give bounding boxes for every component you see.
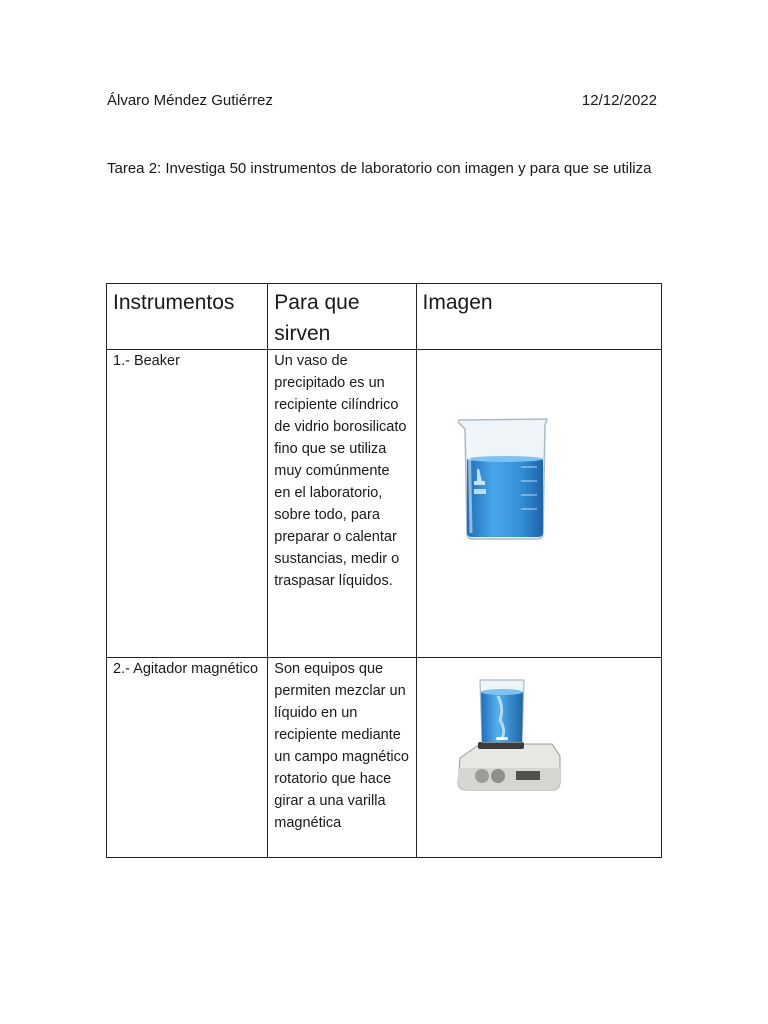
header-para-que-sirven: Para que sirven bbox=[268, 284, 416, 350]
instrument-image-cell bbox=[416, 350, 661, 658]
document-header bbox=[107, 92, 657, 109]
document-date: 12/12/2022 bbox=[581, 92, 657, 109]
beaker-image bbox=[455, 415, 555, 548]
author-name: Álvaro Méndez Gutiérrez bbox=[107, 92, 273, 109]
instrument-name: 2.- Agitador magnético bbox=[107, 658, 268, 858]
instrument-use: Son equipos que permiten mezclar un líquido en un recipiente mediante un campo magnético rotatorio que hace girar a una varilla magnética bbox=[268, 658, 416, 858]
instruments-table bbox=[106, 283, 662, 858]
header-instruments: Instrumentos bbox=[107, 284, 268, 350]
instrument-image-cell bbox=[416, 658, 661, 858]
table-header-row bbox=[107, 284, 662, 350]
table-row bbox=[107, 350, 662, 658]
header-imagen: Imagen bbox=[416, 284, 661, 350]
table-row bbox=[107, 658, 662, 858]
instrument-use: Un vaso de precipitado es un recipiente cilíndrico de vidrio borosilicato fino que se utiliza muy comúnmente en el laboratorio, sobre todo, para preparar o calentar sustancias, medir o traspasar líquidos. bbox=[268, 350, 416, 658]
instrument-name: 1.- Beaker bbox=[107, 350, 268, 658]
task-title: Tarea 2: Investiga 50 instrumentos de laboratorio con imagen y para que se utiliza bbox=[107, 160, 652, 177]
magnetic-stirrer-image bbox=[454, 672, 564, 805]
